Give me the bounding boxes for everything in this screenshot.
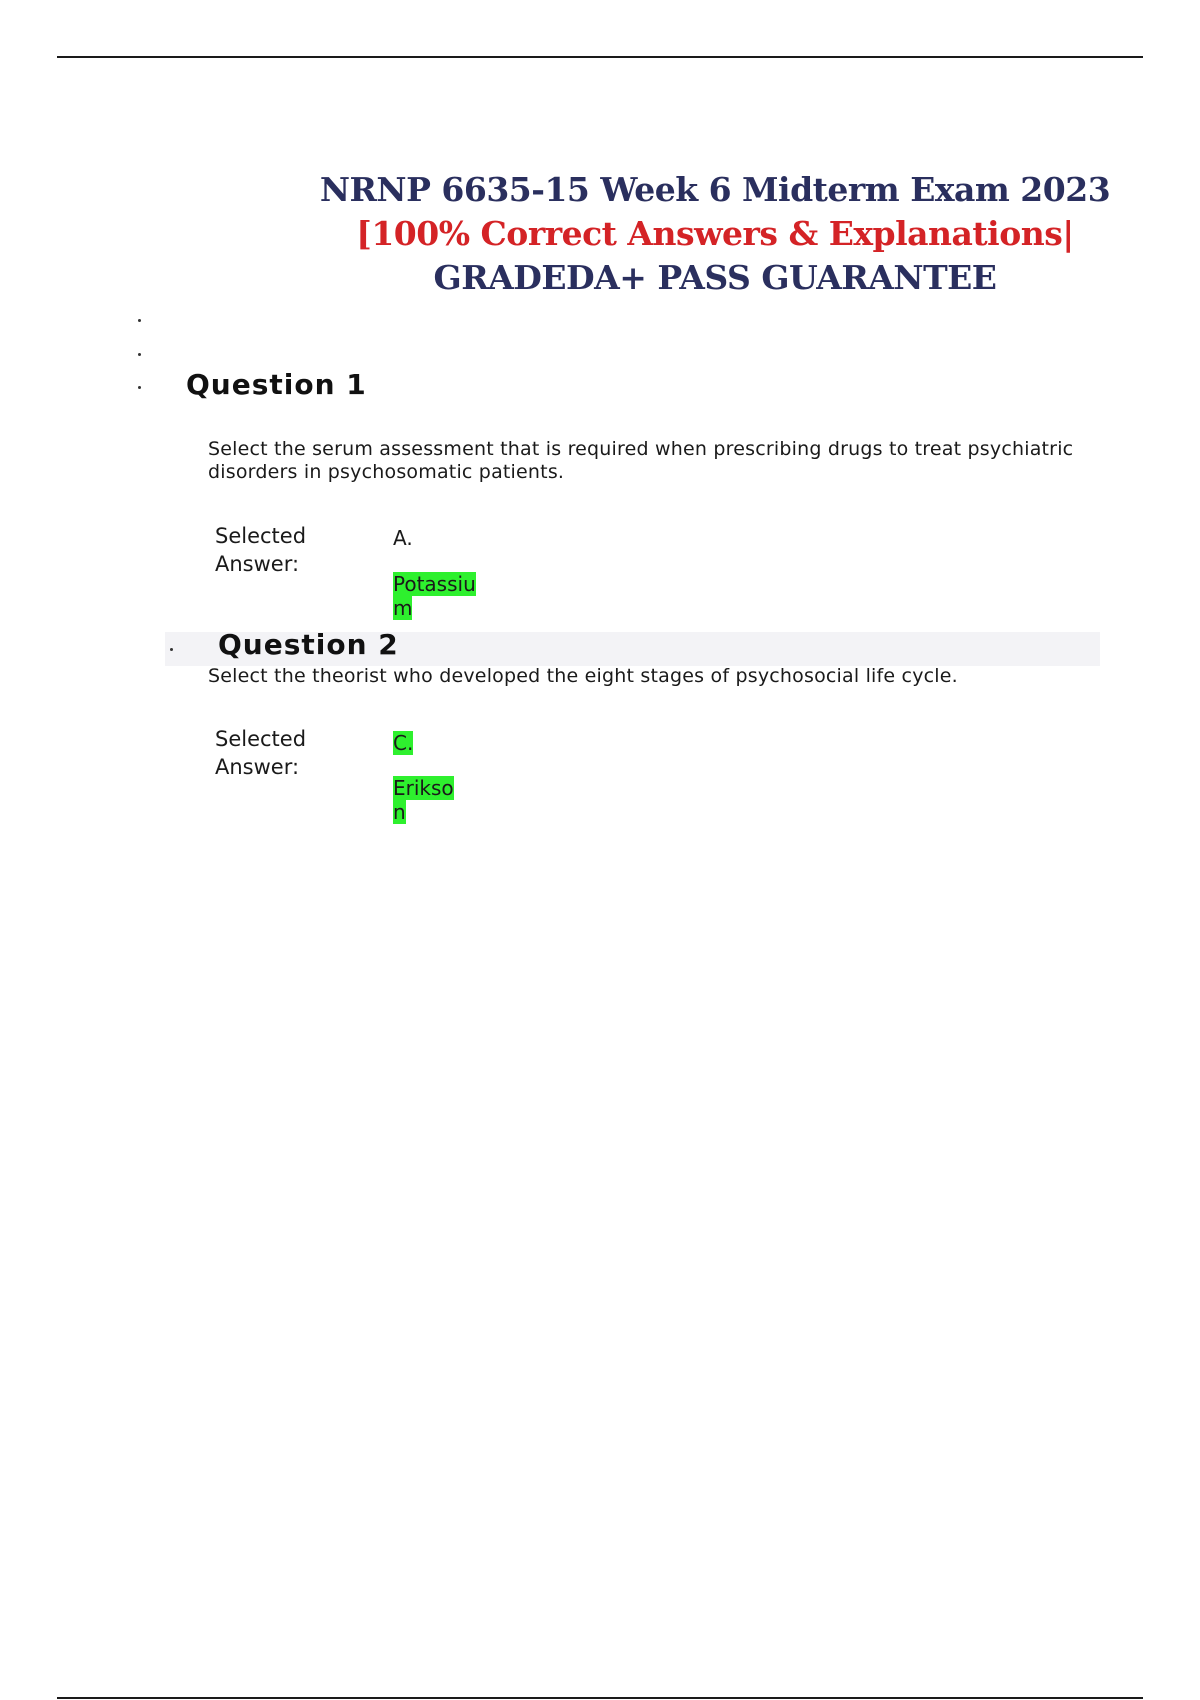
title-part-1: NRNP 6635-15 Week 6 Midterm Exam 2023 xyxy=(319,170,1111,209)
list-bullet xyxy=(168,646,174,652)
question-2-heading: Question 2 xyxy=(218,628,399,661)
question-1-answer-value xyxy=(393,572,477,620)
question-1-answer-text: Potassium xyxy=(393,572,476,620)
list-bullet xyxy=(136,384,142,390)
question-1-heading: Question 1 xyxy=(186,368,367,401)
question-2-answer-text: Erikson xyxy=(393,776,454,824)
question-1-text: Select the serum assessment that is required when prescribing drugs to treat psychiatric disorders in psychosomatic patients. xyxy=(208,438,1074,483)
question-2-answer-letter: C. xyxy=(393,731,414,755)
list-bullet xyxy=(136,351,142,357)
question-2-selected-label: Selected Answer: xyxy=(215,727,307,779)
question-1-answer-letter: A. xyxy=(393,526,413,550)
bottom-rule xyxy=(57,1697,1143,1699)
title-part-red: [100% Correct Answers & Explanations| xyxy=(356,214,1074,253)
question-2-answer-letter-wrap xyxy=(393,731,413,755)
question-2-text: Select the theorist who developed the eight stages of psychosocial life cycle. xyxy=(208,665,958,687)
list-bullet xyxy=(136,317,142,323)
question-1-selected-label: Selected Answer: xyxy=(215,524,307,576)
title-part-2: GRADEDA+ PASS GUARANTEE xyxy=(433,258,997,297)
question-2-answer-value xyxy=(393,776,457,824)
top-rule xyxy=(57,56,1143,58)
document-title xyxy=(290,168,1140,300)
